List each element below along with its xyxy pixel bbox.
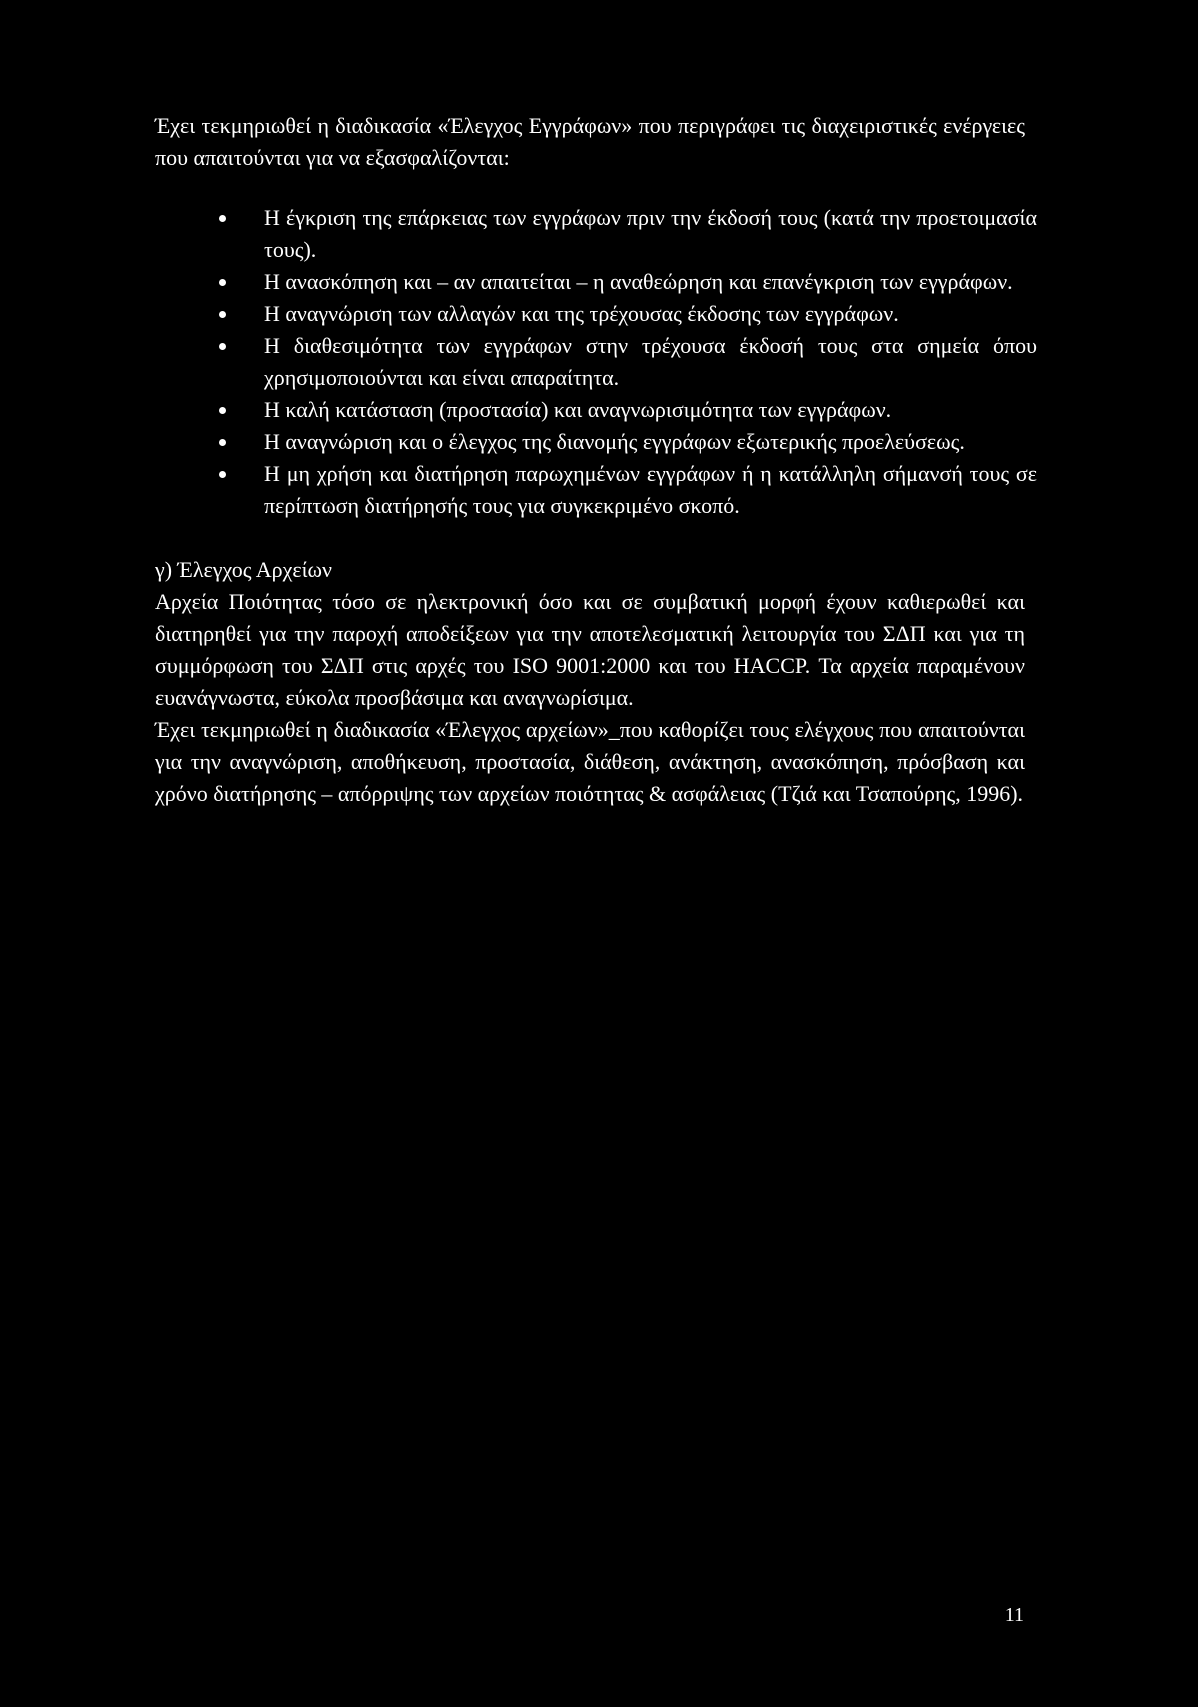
records-procedure-paragraph: Έχει τεκμηριωθεί η διαδικασία «Έλεγχος αρχείων»_που καθορίζει τους ελέγχους που απαιτούνται για την αναγνώριση, αποθήκευση, προστασία, διάθεση, ανάκτηση, ανασκόπηση, πρόσβαση και χρόνο διατήρησης – απόρριψης των αρχείων ποιότητας & ασφάλειας (Τζιά και Τσαπούρης, 1996). — [155, 717, 1025, 806]
list-item-text: Η ανασκόπηση και – αν απαιτείται – η αναθεώρηση και επανέγκριση των εγγράφων. — [264, 269, 1013, 294]
list-item — [264, 298, 1037, 330]
bullet-icon — [219, 215, 226, 222]
requirements-list — [148, 202, 1037, 522]
bullet-icon — [219, 343, 226, 350]
page-number: 11 — [1004, 1604, 1024, 1626]
bullet-icon — [219, 471, 226, 478]
list-item — [264, 458, 1037, 522]
bullet-icon — [219, 407, 226, 414]
bullet-icon — [219, 439, 226, 446]
bullet-icon — [219, 279, 226, 286]
records-paragraph: Αρχεία Ποιότητας τόσο σε ηλεκτρονική όσο και σε συμβατική μορφή έχουν καθιερωθεί και διατηρηθεί για την παροχή αποδείξεων για την αποτελεσματική λειτουργία του ΣΔΠ και για τη συμμόρφωση του ΣΔΠ στις αρχές του ISO 9001:2000 και του HACCP. Τα αρχεία παραμένουν ευανάγνωστα, εύκολα προσβάσιμα και αναγνωρίσιμα. — [155, 589, 1025, 710]
list-item — [264, 202, 1037, 266]
intro-paragraph: Έχει τεκμηριωθεί η διαδικασία «Έλεγχος Εγγράφων» που περιγράφει τις διαχειριστικές ενέργειες που απαιτούνται για να εξασφαλίζονται: — [155, 113, 1025, 170]
list-item-text: Η έγκριση της επάρκειας των εγγράφων πριν την έκδοσή τους (κατά την προετοιμασία τους). — [264, 205, 1037, 262]
list-item-text: Η αναγνώριση και ο έλεγχος της διανομής εγγράφων εξωτερικής προελεύσεως. — [264, 429, 965, 454]
list-item — [264, 266, 1037, 298]
bullet-icon — [219, 311, 226, 318]
document-body — [155, 110, 1037, 810]
list-item — [264, 330, 1037, 394]
list-item — [264, 394, 1037, 426]
section-heading: γ) Έλεγχος Αρχείων — [155, 557, 332, 582]
list-item-text: Η αναγνώριση των αλλαγών και της τρέχουσας έκδοσης των εγγράφων. — [264, 301, 899, 326]
list-item-text: Η μη χρήση και διατήρηση παρωχημένων εγγράφων ή η κατάλληλη σήμανσή τους σε περίπτωση διατήρησής τους για συγκεκριμένο σκοπό. — [264, 461, 1037, 518]
list-item-text: Η καλή κατάσταση (προστασία) και αναγνωρισιμότητα των εγγράφων. — [264, 397, 892, 422]
list-item — [264, 426, 1037, 458]
list-item-text: Η διαθεσιμότητα των εγγράφων στην τρέχουσα έκδοσή τους στα σημεία όπου χρησιμοποιούνται και είναι απαραίτητα. — [264, 333, 1037, 390]
